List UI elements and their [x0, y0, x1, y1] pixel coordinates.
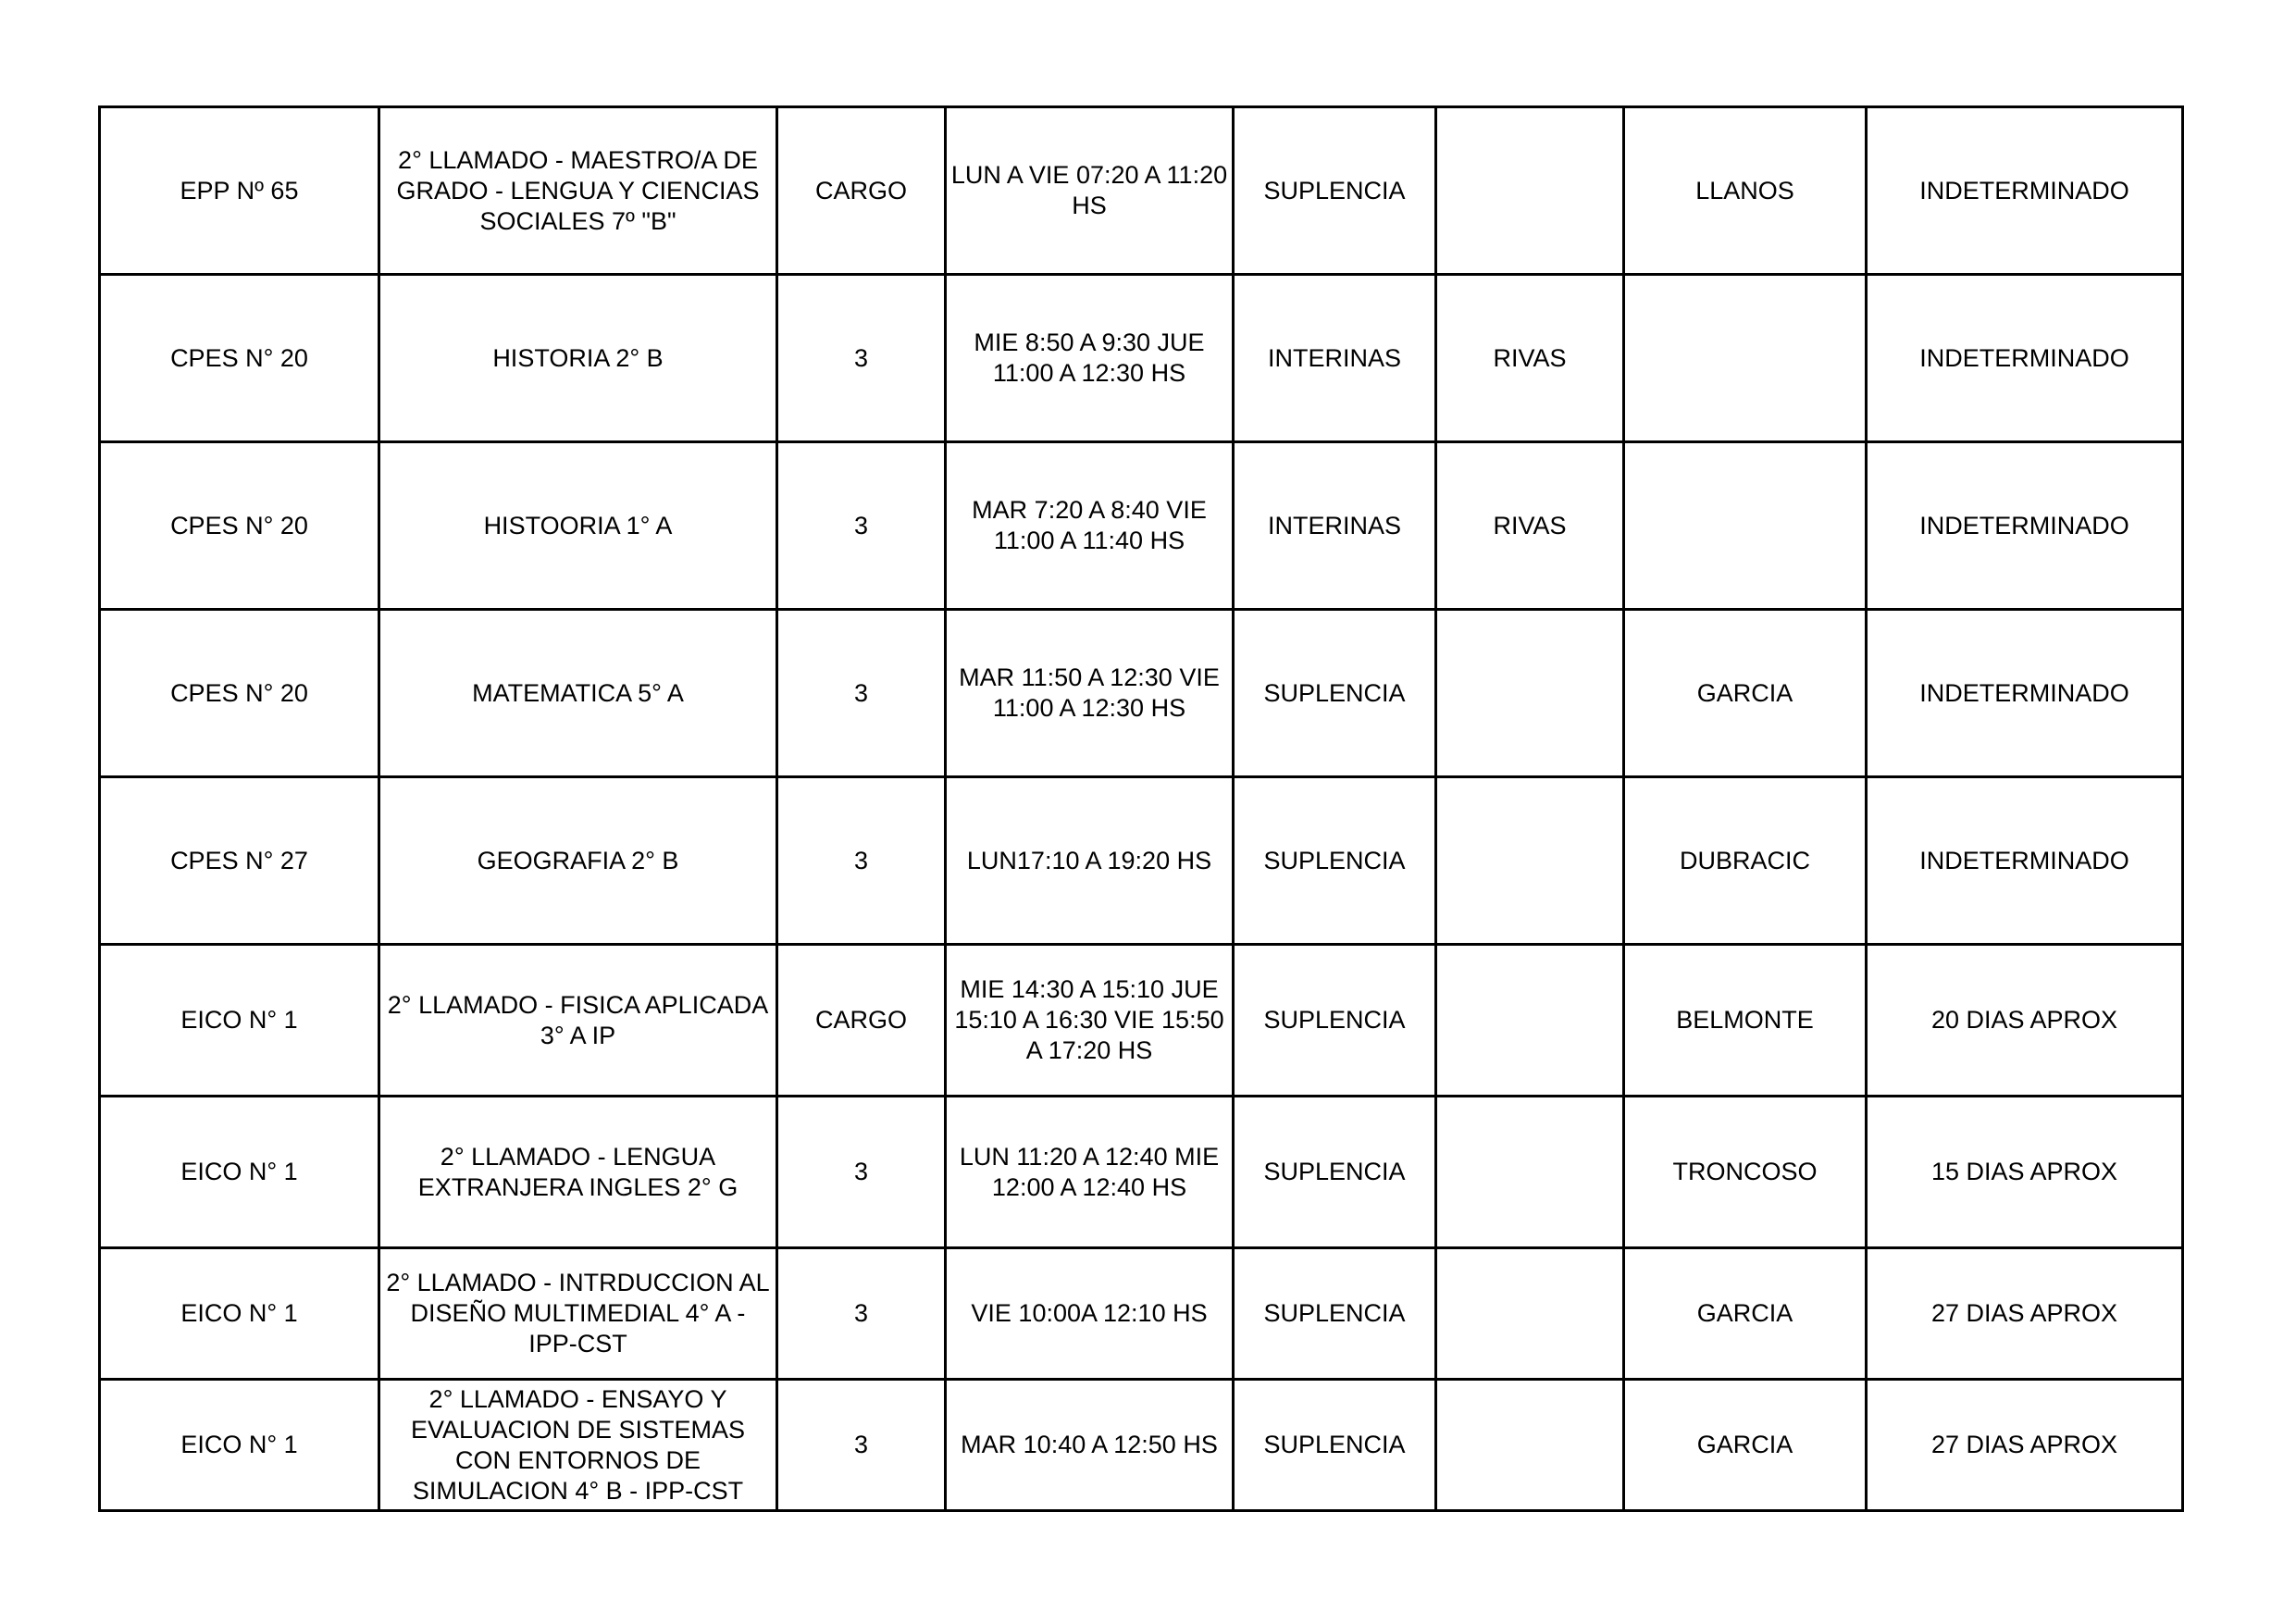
school-cell: CPES N° 27	[100, 777, 379, 945]
col6-cell	[1436, 945, 1624, 1097]
col6-cell	[1436, 1097, 1624, 1248]
table-body	[100, 107, 2183, 1511]
hours-cell: 3	[777, 1380, 946, 1511]
col7-cell: LLANOS	[1624, 107, 1867, 275]
col6-cell	[1436, 1248, 1624, 1380]
positions-table	[98, 105, 2184, 1512]
table-row	[100, 610, 2183, 777]
col7-cell: BELMONTE	[1624, 945, 1867, 1097]
duration-cell: 27 DIAS APROX	[1867, 1248, 2183, 1380]
subject-cell: MATEMATICA 5° A	[379, 610, 777, 777]
col7-cell: GARCIA	[1624, 610, 1867, 777]
duration-cell: INDETERMINADO	[1867, 610, 2183, 777]
schedule-cell: VIE 10:00A 12:10 HS	[946, 1248, 1234, 1380]
col7-cell: DUBRACIC	[1624, 777, 1867, 945]
school-cell: EICO N° 1	[100, 1097, 379, 1248]
type-cell: SUPLENCIA	[1234, 777, 1436, 945]
school-cell: CPES N° 20	[100, 442, 379, 610]
table-row	[100, 107, 2183, 275]
col7-cell: GARCIA	[1624, 1248, 1867, 1380]
school-cell: EICO N° 1	[100, 1380, 379, 1511]
duration-cell: 27 DIAS APROX	[1867, 1380, 2183, 1511]
type-cell: SUPLENCIA	[1234, 107, 1436, 275]
table-row	[100, 1380, 2183, 1511]
col7-cell: GARCIA	[1624, 1380, 1867, 1511]
col6-cell: RIVAS	[1436, 275, 1624, 442]
schedule-cell: MIE 14:30 A 15:10 JUE 15:10 A 16:30 VIE 15:50 A 17:20 HS	[946, 945, 1234, 1097]
col7-cell	[1624, 275, 1867, 442]
type-cell: INTERINAS	[1234, 275, 1436, 442]
subject-cell: HISTORIA 2° B	[379, 275, 777, 442]
table-row	[100, 275, 2183, 442]
col6-cell: RIVAS	[1436, 442, 1624, 610]
schedule-cell: LUN A VIE 07:20 A 11:20 HS	[946, 107, 1234, 275]
table-row	[100, 945, 2183, 1097]
school-cell: EICO N° 1	[100, 1248, 379, 1380]
schedule-cell: MAR 11:50 A 12:30 VIE 11:00 A 12:30 HS	[946, 610, 1234, 777]
hours-cell: CARGO	[777, 945, 946, 1097]
type-cell: INTERINAS	[1234, 442, 1436, 610]
col6-cell	[1436, 107, 1624, 275]
hours-cell: 3	[777, 275, 946, 442]
schedule-cell: MAR 10:40 A 12:50 HS	[946, 1380, 1234, 1511]
schedule-cell: MAR 7:20 A 8:40 VIE 11:00 A 11:40 HS	[946, 442, 1234, 610]
hours-cell: 3	[777, 442, 946, 610]
subject-cell: 2° LLAMADO - INTRDUCCION AL DISEÑO MULTIMEDIAL 4° A - IPP-CST	[379, 1248, 777, 1380]
table-row	[100, 777, 2183, 945]
table-row	[100, 1248, 2183, 1380]
subject-cell: GEOGRAFIA 2° B	[379, 777, 777, 945]
schedule-cell: LUN 11:20 A 12:40 MIE 12:00 A 12:40 HS	[946, 1097, 1234, 1248]
duration-cell: INDETERMINADO	[1867, 442, 2183, 610]
type-cell: SUPLENCIA	[1234, 1248, 1436, 1380]
school-cell: EICO N° 1	[100, 945, 379, 1097]
hours-cell: CARGO	[777, 107, 946, 275]
subject-cell: 2° LLAMADO - ENSAYO Y EVALUACION DE SISTEMAS CON ENTORNOS DE SIMULACION 4° B - IPP-CST	[379, 1380, 777, 1511]
schedule-cell: LUN17:10 A 19:20 HS	[946, 777, 1234, 945]
schedule-cell: MIE 8:50 A 9:30 JUE 11:00 A 12:30 HS	[946, 275, 1234, 442]
subject-cell: 2° LLAMADO - LENGUA EXTRANJERA INGLES 2° G	[379, 1097, 777, 1248]
school-cell: CPES N° 20	[100, 275, 379, 442]
duration-cell: INDETERMINADO	[1867, 275, 2183, 442]
hours-cell: 3	[777, 610, 946, 777]
col6-cell	[1436, 610, 1624, 777]
hours-cell: 3	[777, 1248, 946, 1380]
type-cell: SUPLENCIA	[1234, 1097, 1436, 1248]
subject-cell: 2° LLAMADO - MAESTRO/A DE GRADO - LENGUA Y CIENCIAS SOCIALES 7º "B"	[379, 107, 777, 275]
hours-cell: 3	[777, 777, 946, 945]
duration-cell: 15 DIAS APROX	[1867, 1097, 2183, 1248]
table-row	[100, 1097, 2183, 1248]
type-cell: SUPLENCIA	[1234, 1380, 1436, 1511]
col6-cell	[1436, 1380, 1624, 1511]
col7-cell: TRONCOSO	[1624, 1097, 1867, 1248]
school-cell: CPES N° 20	[100, 610, 379, 777]
hours-cell: 3	[777, 1097, 946, 1248]
duration-cell: 20 DIAS APROX	[1867, 945, 2183, 1097]
duration-cell: INDETERMINADO	[1867, 777, 2183, 945]
duration-cell: INDETERMINADO	[1867, 107, 2183, 275]
subject-cell: HISTOORIA 1° A	[379, 442, 777, 610]
table-row	[100, 442, 2183, 610]
col6-cell	[1436, 777, 1624, 945]
subject-cell: 2° LLAMADO - FISICA APLICADA 3° A IP	[379, 945, 777, 1097]
document-sheet	[98, 105, 2181, 1512]
school-cell: EPP Nº 65	[100, 107, 379, 275]
type-cell: SUPLENCIA	[1234, 945, 1436, 1097]
type-cell: SUPLENCIA	[1234, 610, 1436, 777]
col7-cell	[1624, 442, 1867, 610]
